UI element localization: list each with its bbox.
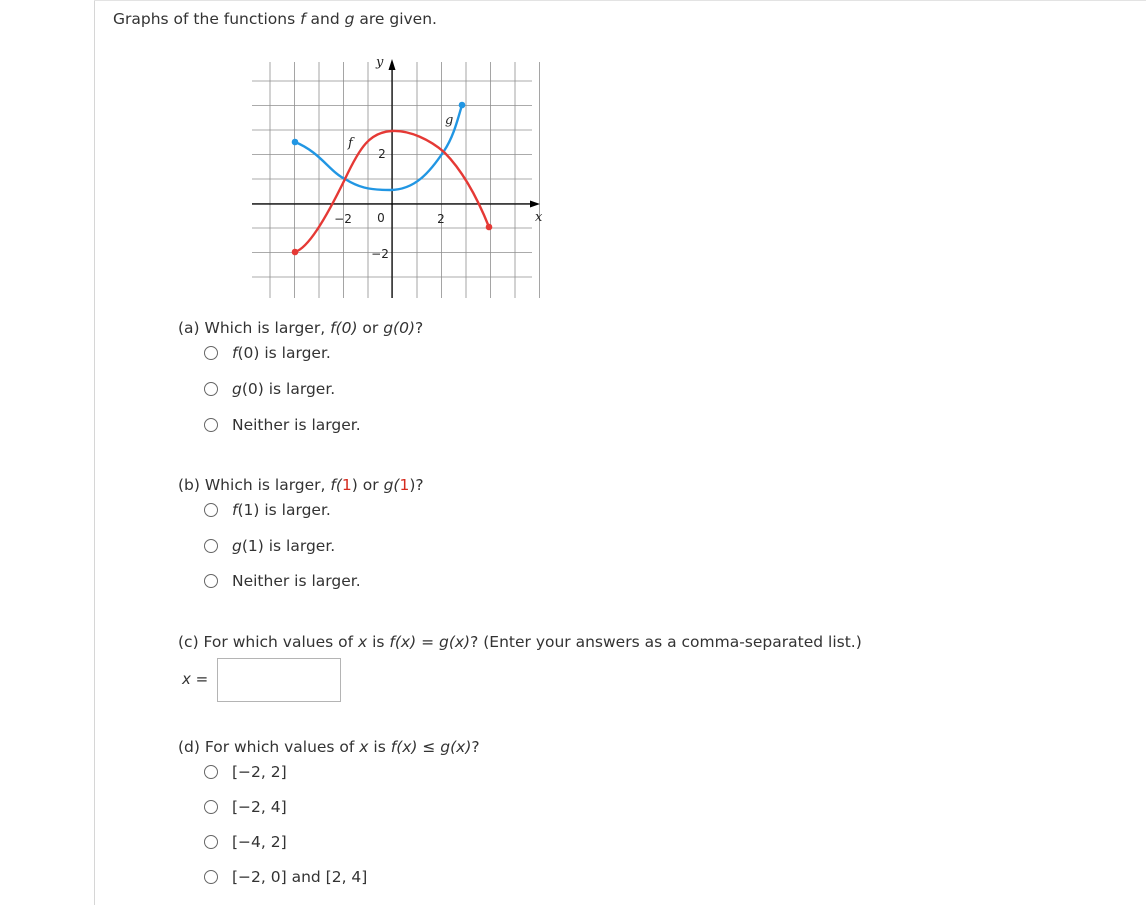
part-d-option-3[interactable] bbox=[204, 831, 480, 853]
function-graph bbox=[250, 52, 550, 300]
y-axis-label: y bbox=[376, 55, 384, 70]
radio-circle-icon[interactable] bbox=[204, 418, 218, 432]
part-b bbox=[178, 476, 424, 592]
graph-svg bbox=[250, 52, 550, 300]
part-b-option-g[interactable] bbox=[204, 535, 424, 557]
option-label: [−2, 2] bbox=[232, 763, 287, 781]
f-left-endpoint bbox=[292, 249, 299, 256]
option-label: Neither is larger. bbox=[232, 416, 361, 434]
part-b-options bbox=[178, 499, 424, 592]
part-d-options bbox=[178, 761, 480, 888]
part-b-option-f[interactable] bbox=[204, 499, 424, 521]
x-axis-arrow bbox=[530, 201, 540, 208]
part-b-option-neither[interactable] bbox=[204, 570, 424, 592]
part-d-question: (d) For which values of x is f(x) ≤ g(x)? bbox=[178, 738, 480, 756]
f-curve-label: f bbox=[348, 136, 353, 151]
part-d-option-2[interactable] bbox=[204, 796, 480, 818]
option-label: g(0) is larger. bbox=[232, 380, 336, 398]
x-tick-neg2: −2 bbox=[334, 212, 352, 226]
answer-x-label: x = bbox=[182, 670, 209, 688]
g-curve-label: g bbox=[445, 113, 454, 128]
radio-circle-icon[interactable] bbox=[204, 765, 218, 779]
y-tick-2: 2 bbox=[378, 147, 386, 161]
radio-circle-icon[interactable] bbox=[204, 503, 218, 517]
answer-input[interactable] bbox=[217, 658, 341, 702]
option-label: [−2, 0] and [2, 4] bbox=[232, 868, 368, 886]
origin-label: 0 bbox=[377, 211, 385, 225]
g-left-endpoint bbox=[292, 139, 299, 146]
part-a-option-g[interactable] bbox=[204, 378, 423, 400]
radio-circle-icon[interactable] bbox=[204, 800, 218, 814]
radio-circle-icon[interactable] bbox=[204, 574, 218, 588]
part-d bbox=[178, 738, 480, 888]
part-a-option-f[interactable] bbox=[204, 342, 423, 364]
radio-circle-icon[interactable] bbox=[204, 870, 218, 884]
option-label: [−2, 4] bbox=[232, 798, 287, 816]
part-d-option-4[interactable] bbox=[204, 866, 480, 888]
part-a-question: (a) Which is larger, f(0) or g(0)? bbox=[178, 319, 424, 337]
content-frame-left-border bbox=[94, 0, 95, 905]
part-a bbox=[178, 319, 423, 436]
part-b-question: (b) Which is larger, f(1) or g(1)? bbox=[178, 476, 424, 494]
x-axis-label: x bbox=[535, 210, 543, 225]
g-right-endpoint bbox=[459, 102, 466, 109]
part-a-option-neither[interactable] bbox=[204, 414, 423, 436]
part-d-option-1[interactable] bbox=[204, 761, 480, 783]
graph-grid bbox=[252, 62, 540, 300]
part-c bbox=[178, 633, 862, 651]
y-tick-neg2: −2 bbox=[371, 247, 389, 261]
intro-text: Graphs of the functions f and g are given. bbox=[113, 10, 437, 28]
option-label: Neither is larger. bbox=[232, 572, 361, 590]
radio-circle-icon[interactable] bbox=[204, 835, 218, 849]
part-a-options bbox=[178, 342, 423, 436]
x-tick-2: 2 bbox=[437, 212, 445, 226]
option-label: f(0) is larger. bbox=[232, 344, 331, 362]
option-label: g(1) is larger. bbox=[232, 537, 336, 555]
f-right-endpoint bbox=[486, 224, 493, 231]
option-label: [−4, 2] bbox=[232, 833, 287, 851]
radio-circle-icon[interactable] bbox=[204, 539, 218, 553]
radio-circle-icon[interactable] bbox=[204, 382, 218, 396]
content-frame-top-border bbox=[94, 0, 1146, 1]
y-axis-arrow bbox=[389, 59, 396, 70]
part-c-question: (c) For which values of x is f(x) = g(x)? (Enter your answers as a comma-separated list.) bbox=[178, 633, 862, 651]
option-label: f(1) is larger. bbox=[232, 501, 331, 519]
radio-circle-icon[interactable] bbox=[204, 346, 218, 360]
